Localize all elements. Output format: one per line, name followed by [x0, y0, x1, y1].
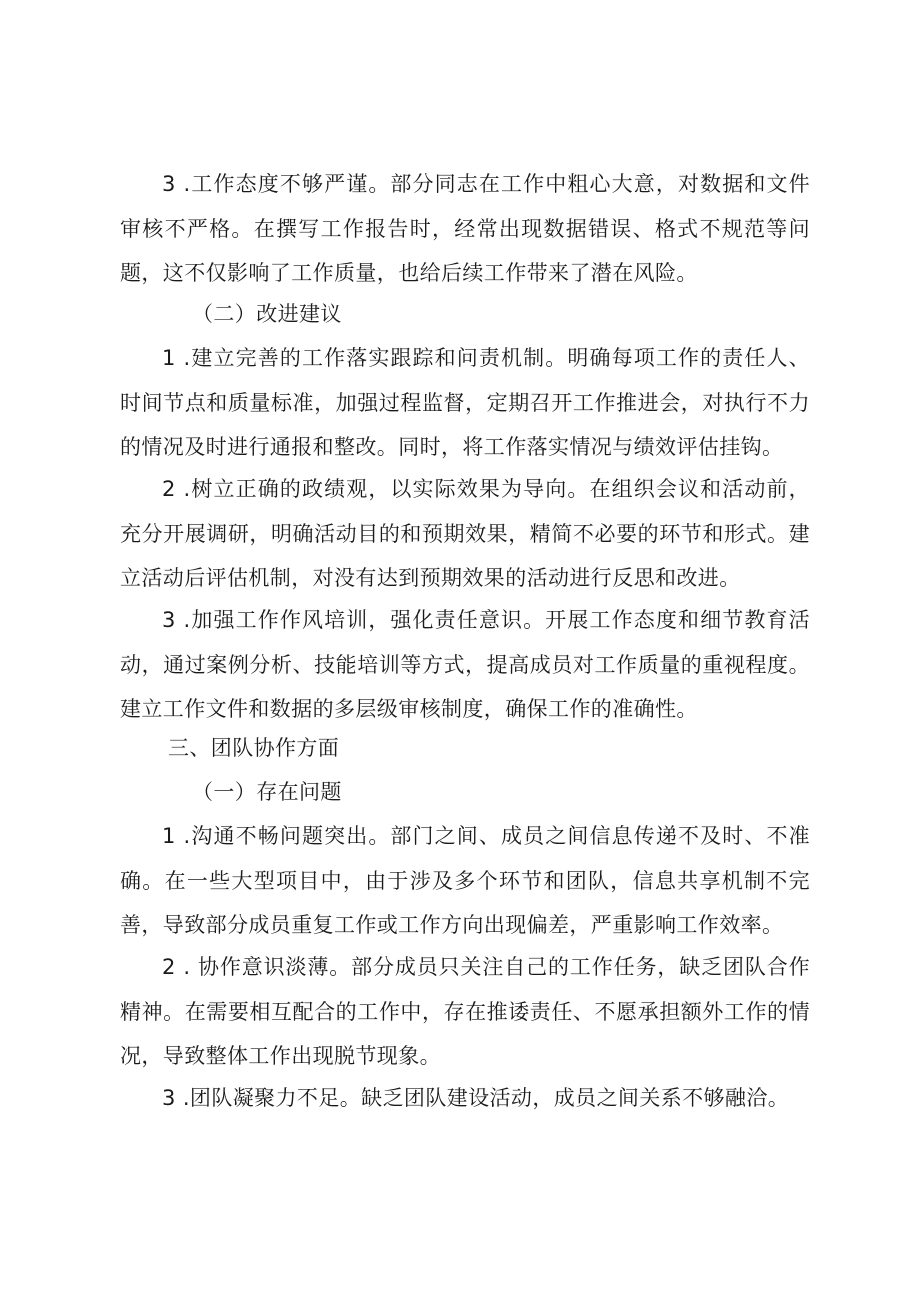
section-heading-teamwork: 三、团队协作方面	[168, 736, 340, 760]
item-number: 1	[162, 824, 176, 848]
item-text: . 协作意识淡薄。部分成员只关注自己的工作任务，缺乏团队合作精神。在需要相互配合的工作中，存在推诿责任、不愿承担额外工作的情况，导致整体工作出现脱节现象。	[120, 955, 810, 1068]
item-text: .树立正确的政绩观，以实际效果为导向。在组织会议和活动前，充分开展调研，明确活动目的和预期效果，精简不必要的环节和形式。建立活动后评估机制，对没有达到预期效果的活动进行反思和改进。	[120, 477, 810, 590]
item-number: 3	[162, 1086, 176, 1110]
item-number: 2	[162, 955, 176, 979]
item-number: 3	[162, 608, 176, 632]
item-number: 1	[162, 346, 176, 370]
paragraph-work-attitude	[120, 162, 810, 296]
paragraph-training	[120, 598, 810, 732]
paragraph-collaboration	[120, 945, 810, 1079]
paragraph-accountability	[120, 336, 810, 470]
item-number: 2	[162, 477, 176, 501]
item-text: .沟通不畅问题突出。部门之间、成员之间信息传递不及时、不准确。在一些大型项目中，由于涉及多个环节和团队，信息共享机制不完善，导致部分成员重复工作或工作方向出现偏差，严重影响工作效率。	[120, 824, 810, 937]
item-number: 3	[162, 172, 176, 196]
item-text: .团队凝聚力不足。缺乏团队建设活动，成员之间关系不够融洽。	[175, 1086, 790, 1110]
subheading-problems: （一）存在问题	[192, 780, 342, 804]
item-text: .工作态度不够严谨。部分同志在工作中粗心大意，对数据和文件审核不严格。在撰写工作报告时，经常出现数据错误、格式不规范等问题，这不仅影响了工作质量，也给后续工作带来了潜在风险。	[120, 172, 810, 285]
item-text: .建立完善的工作落实跟踪和问责机制。明确每项工作的责任人、时间节点和质量标准，加强过程监督，定期召开工作推进会，对执行不力的情况及时进行通报和整改。同时，将工作落实情况与绩效评估挂钩。	[120, 346, 810, 459]
subheading-improvement: （二）改进建议	[192, 302, 342, 326]
item-text: .加强工作作风培训，强化责任意识。开展工作态度和细节教育活动，通过案例分析、技能培训等方式，提高成员对工作质量的重视程度。建立工作文件和数据的多层级审核制度，确保工作的准确性。	[120, 608, 810, 721]
paragraph-communication	[120, 814, 810, 948]
paragraph-cohesion	[120, 1076, 810, 1121]
paragraph-performance-view	[120, 467, 810, 601]
